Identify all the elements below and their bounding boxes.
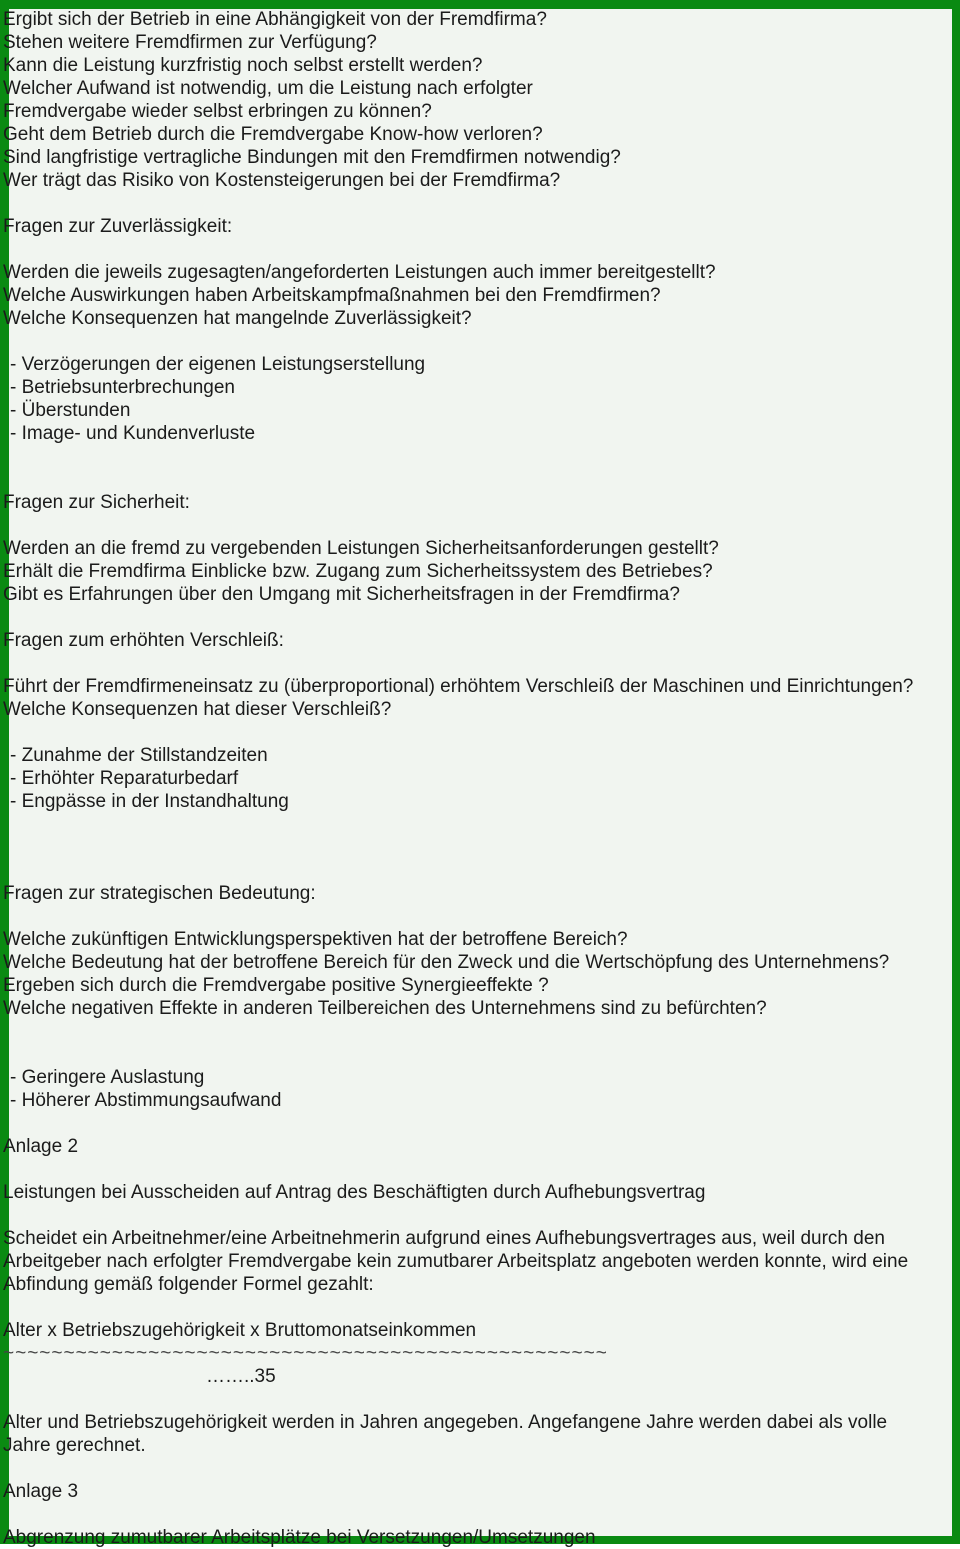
- section-heading: Fragen zur strategischen Bedeutung:: [3, 883, 316, 904]
- section-heading: Fragen zur Sicherheit:: [3, 492, 190, 513]
- bullet-item: - Erhöhter Reparaturbedarf: [10, 768, 239, 789]
- section-heading: Fragen zum erhöhten Verschleiß:: [3, 630, 284, 651]
- annex-heading: Anlage 2: [3, 1136, 79, 1157]
- text-line: Führt der Fremdfirmeneinsatz zu (überproportional) erhöhtem Verschleiß der Maschinen und Einrichtungen?: [3, 676, 914, 697]
- text-line: Fremdvergabe wieder selbst erbringen zu können?: [3, 101, 432, 122]
- annex-heading: Anlage 3: [3, 1481, 79, 1502]
- text-line: Stehen weitere Fremdfirmen zur Verfügung?: [3, 32, 377, 53]
- bullet-item: - Engpässe in der Instandhaltung: [10, 791, 289, 812]
- bullet-item: - Betriebsunterbrechungen: [10, 377, 235, 398]
- text-line: Abfindung gemäß folgender Formel gezahlt:: [3, 1274, 374, 1295]
- section-heading: Fragen zur Zuverlässigkeit:: [3, 216, 233, 237]
- formula-denominator: ……..35: [206, 1366, 276, 1387]
- text-line: Ergibt sich der Betrieb in eine Abhängigkeit von der Fremdfirma?: [3, 9, 547, 30]
- text-line: Erhält die Fremdfirma Einblicke bzw. Zugang zum Sicherheitssystem des Betriebes?: [3, 561, 713, 582]
- text-line: Wer trägt das Risiko von Kostensteigerungen bei der Fremdfirma?: [3, 170, 561, 191]
- bullet-item: - Image- und Kundenverluste: [10, 423, 256, 444]
- text-line: Welche zukünftigen Entwicklungsperspektiven hat der betroffene Bereich?: [3, 929, 628, 950]
- text-line: Jahre gerechnet.: [3, 1435, 146, 1456]
- text-line: Welche Auswirkungen haben Arbeitskampfmaßnahmen bei den Fremdfirmen?: [3, 285, 661, 306]
- document-page: [3, 9, 952, 1548]
- formula-divider: ~~~~~~~~~~~~~~~~~~~~~~~~~~~~~~~~~~~~~~~~~~~~~~~~~~: [3, 1343, 608, 1364]
- formula-numerator: Alter x Betriebszugehörigkeit x Bruttomonatseinkommen: [3, 1320, 477, 1341]
- bullet-item: - Verzögerungen der eigenen Leistungserstellung: [10, 354, 426, 375]
- text-line: Sind langfristige vertragliche Bindungen mit den Fremdfirmen notwendig?: [3, 147, 621, 168]
- text-line: Scheidet ein Arbeitnehmer/eine Arbeitnehmerin aufgrund eines Aufhebungsvertrages aus, weil durch den: [3, 1228, 885, 1249]
- text-line: Welche Konsequenzen hat mangelnde Zuverlässigkeit?: [3, 308, 472, 329]
- text-line: Alter und Betriebszugehörigkeit werden in Jahren angegeben. Angefangene Jahre werden dabei als volle: [3, 1412, 888, 1433]
- text-line: Arbeitgeber nach erfolgter Fremdvergabe kein zumutbarer Arbeitsplatz angeboten werden konnte, wird eine: [3, 1251, 909, 1272]
- text-line: Welche negativen Effekte in anderen Teilbereichen des Unternehmens sind zu befürchten?: [3, 998, 767, 1019]
- bullet-item: - Höherer Abstimmungsaufwand: [10, 1090, 282, 1111]
- text-line: Welcher Aufwand ist notwendig, um die Leistung nach erfolgter: [3, 78, 533, 99]
- bullet-item: - Geringere Auslastung: [10, 1067, 205, 1088]
- text-line: Kann die Leistung kurzfristig noch selbst erstellt werden?: [3, 55, 483, 76]
- text-line: Werden an die fremd zu vergebenden Leistungen Sicherheitsanforderungen gestellt?: [3, 538, 719, 559]
- text-line: Geht dem Betrieb durch die Fremdvergabe Know-how verloren?: [3, 124, 543, 145]
- text-line: Ergeben sich durch die Fremdvergabe positive Synergieeffekte ?: [3, 975, 549, 996]
- text-line: Gibt es Erfahrungen über den Umgang mit Sicherheitsfragen in der Fremdfirma?: [3, 584, 680, 605]
- annex-title: Leistungen bei Ausscheiden auf Antrag des Beschäftigten durch Aufhebungsvertrag: [3, 1182, 706, 1203]
- text-line: Welche Bedeutung hat der betroffene Bereich für den Zweck und die Wertschöpfung des Unternehmens?: [3, 952, 890, 973]
- bullet-item: - Überstunden: [10, 400, 131, 421]
- bullet-item: - Zunahme der Stillstandzeiten: [10, 745, 268, 766]
- annex-title: Abgrenzung zumutbarer Arbeitsplätze bei Versetzungen/Umsetzungen: [3, 1527, 596, 1548]
- text-line: Werden die jeweils zugesagten/angeforderten Leistungen auch immer bereitgestellt?: [3, 262, 716, 283]
- text-line: Welche Konsequenzen hat dieser Verschleiß?: [3, 699, 392, 720]
